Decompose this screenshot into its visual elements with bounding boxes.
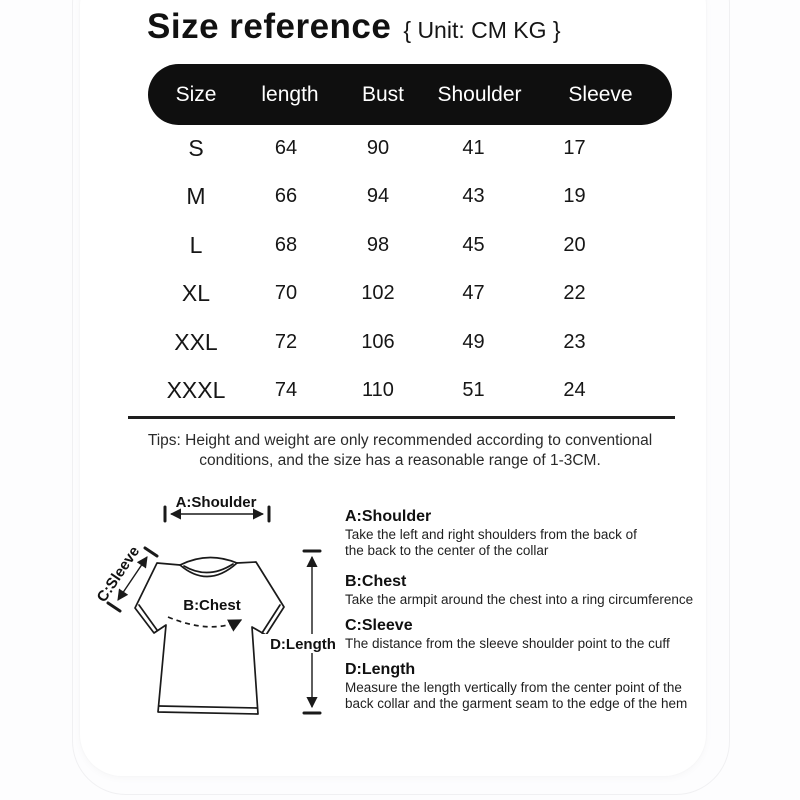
bust-value: 110	[362, 379, 394, 402]
bust-value: 106	[361, 330, 395, 353]
guide-text: The distance from the sleeve shoulder point to the cuff	[345, 636, 670, 651]
shoulder-value: 49	[462, 330, 485, 353]
shoulder-value: 51	[462, 379, 485, 402]
sleeve-label: C:Sleeve	[93, 543, 144, 606]
column-header-length: length	[261, 82, 319, 106]
guide-shoulder	[345, 507, 757, 559]
bust-value: 90	[366, 136, 390, 159]
length-value: 68	[274, 233, 298, 256]
size-value: L	[189, 231, 203, 258]
page-title-text: Size reference	[147, 7, 392, 46]
table-row	[148, 124, 672, 173]
length-value: 74	[274, 379, 298, 402]
length-value: 66	[274, 185, 298, 208]
guide-text: Take the left and right shoulders from the back of	[345, 527, 637, 542]
length-label: D:Length	[270, 636, 336, 653]
size-value: S	[188, 134, 204, 161]
guide-sleeve	[345, 616, 757, 652]
guide-text: Take the armpit around the chest into a ring circumference	[345, 592, 694, 607]
guide-heading: B:Chest	[345, 573, 407, 590]
sleeve-value: 22	[563, 282, 586, 305]
length-value: 72	[274, 330, 298, 353]
bust-value: 98	[366, 233, 390, 256]
measurement-guide	[345, 507, 757, 712]
shoulder-value: 43	[462, 185, 485, 208]
table-bottom-divider	[128, 416, 675, 419]
guide-text: the back to the center of the collar	[345, 543, 549, 558]
guide-text: Measure the length vertically from the center point of the	[345, 680, 682, 695]
table-row	[148, 221, 672, 270]
size-value: M	[186, 183, 206, 210]
shoulder-value: 45	[462, 233, 485, 256]
table-row	[148, 173, 672, 222]
sleeve-value: 23	[563, 330, 586, 353]
length-value: 64	[274, 136, 298, 159]
shoulder-value: 47	[462, 282, 485, 305]
length-value: 70	[274, 282, 298, 305]
bust-value: 94	[366, 185, 390, 208]
size-value: XL	[181, 280, 211, 307]
guide-length	[345, 660, 757, 712]
column-header-shoulder: Shoulder	[437, 82, 522, 106]
tshirt-measurement-diagram	[85, 488, 343, 740]
guide-heading: A:Shoulder	[345, 508, 432, 525]
size-table-body	[148, 124, 672, 415]
column-header-sleeve: Sleeve	[568, 82, 633, 106]
chest-label: B:Chest	[183, 597, 241, 614]
tips-note	[100, 431, 700, 471]
tips-line-1: Tips: Height and weight are only recommended according to conventional	[147, 432, 653, 449]
guide-chest	[345, 572, 757, 608]
table-row	[148, 318, 672, 367]
guide-heading: C:Sleeve	[345, 617, 413, 634]
page-title	[147, 7, 561, 47]
table-row	[148, 270, 672, 319]
size-value: XXL	[174, 328, 218, 355]
guide-heading: D:Length	[345, 661, 416, 678]
sleeve-value: 24	[563, 379, 586, 402]
column-header-size: Size	[175, 82, 217, 106]
column-header-bust: Bust	[361, 82, 405, 106]
table-row	[148, 367, 672, 416]
sleeve-value: 17	[563, 136, 586, 159]
length-arrow	[304, 551, 320, 713]
size-value: XXXL	[166, 377, 226, 404]
guide-text: back collar and the garment seam to the edge of the hem	[345, 696, 688, 711]
tips-line-2: conditions, and the size has a reasonable range of 1-3CM.	[199, 452, 601, 469]
unit-note: { Unit: CM KG }	[403, 17, 561, 43]
table-header	[148, 64, 672, 125]
bust-value: 102	[361, 282, 395, 305]
sleeve-value: 20	[563, 233, 586, 256]
sleeve-value: 19	[563, 185, 586, 208]
chest-arrow	[168, 617, 241, 627]
shoulder-label: A:Shoulder	[175, 494, 257, 511]
shoulder-value: 41	[462, 136, 485, 159]
